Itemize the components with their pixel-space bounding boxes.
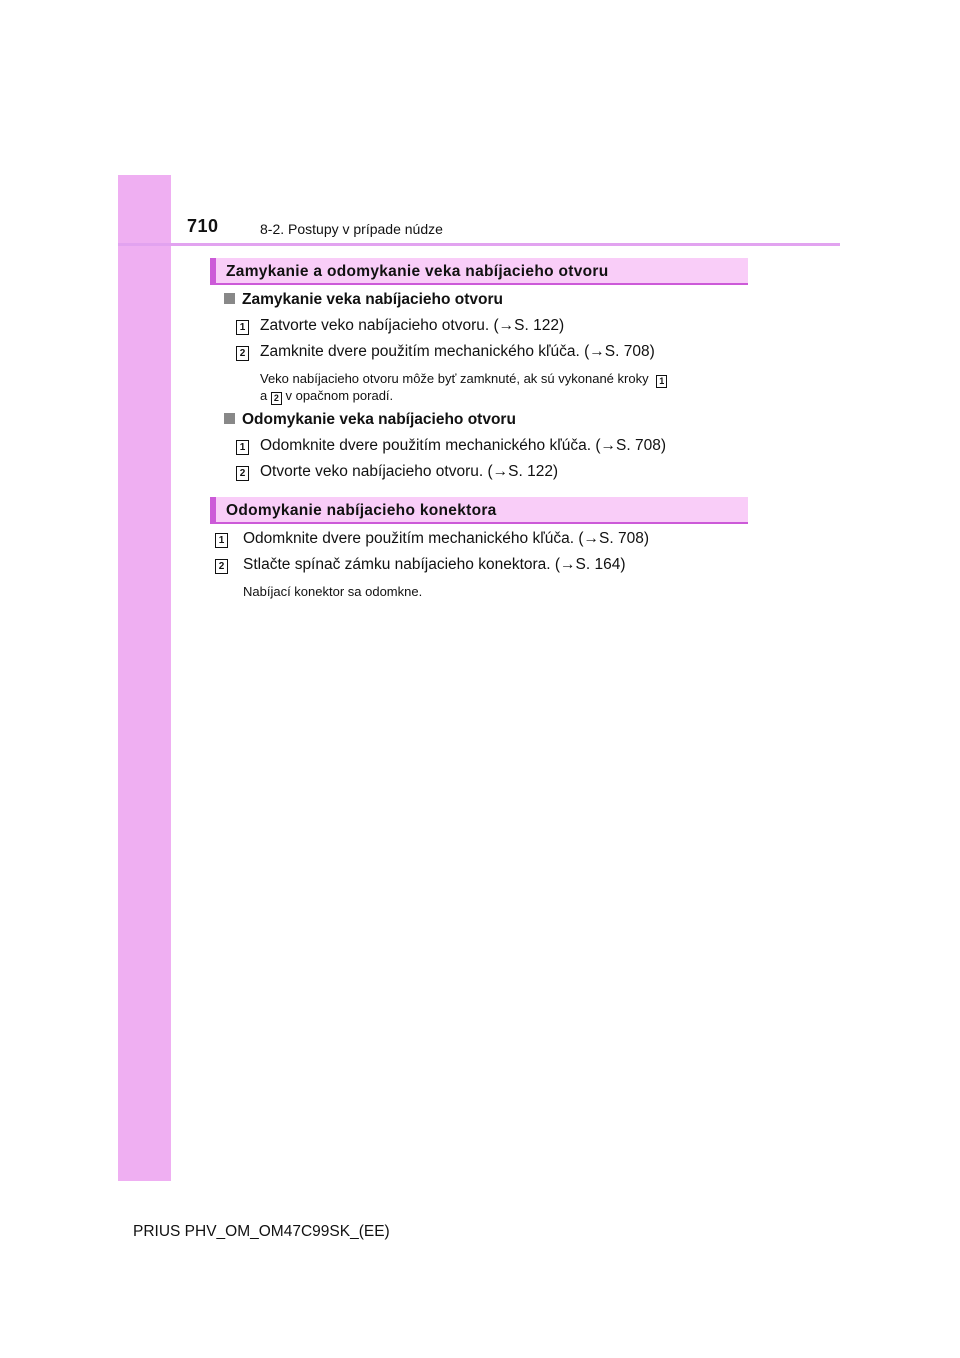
note-line [260, 371, 667, 388]
step-number-box: 2 [215, 559, 228, 574]
step-text: Otvorte veko nabíjacieho otvoru. (→S. 122) [260, 463, 559, 480]
section-header-charging-connector [210, 497, 748, 524]
chapter-sidebar-tab [118, 175, 171, 1181]
header-divider [118, 243, 840, 246]
step-text: Zatvorte veko nabíjacieho otvoru. (→S. 122) [260, 317, 565, 334]
step-number-box: 1 [215, 533, 228, 548]
subheading-label: Zamykanie veka nabíjacieho otvoru [242, 291, 504, 308]
note-text: Nabíjací konektor sa odomkne. [243, 584, 423, 599]
subheading-lock-lid [224, 291, 503, 309]
step-ref-box: 2 [271, 392, 282, 405]
page-number: 710 [187, 216, 219, 236]
step-number-box: 1 [236, 440, 249, 455]
step-ref-box: 1 [656, 375, 667, 388]
subheading-unlock-lid [224, 411, 516, 429]
section-header-charging-lid [210, 258, 748, 285]
note-text: v opačnom poradí. [285, 388, 394, 403]
step-text: Zamknite dvere použitím mechanického kľúča. (→S. 708) [260, 343, 655, 360]
subheading-label: Odomykanie veka nabíjacieho otvoru [242, 411, 516, 428]
note-line [260, 388, 393, 405]
step-number-box: 1 [236, 320, 249, 335]
step-number-box: 2 [236, 466, 249, 481]
note-text: Veko nabíjacieho otvoru môže byť zamknuté, ak sú vykonané kroky [260, 371, 649, 386]
square-bullet-icon [224, 413, 235, 424]
note-text: a [260, 388, 268, 403]
section-title: Odomykanie nabíjacieho konektora [226, 502, 497, 519]
step-text: Odomknite dvere použitím mechanického kľúča. (→S. 708) [243, 530, 649, 547]
step-text: Stlačte spínač zámku nabíjacieho konektora. (→S. 164) [243, 556, 626, 573]
document-footer-code: PRIUS PHV_OM_OM47C99SK_(EE) [133, 1223, 390, 1240]
chapter-title: 8-2. Postupy v prípade núdze [260, 221, 443, 237]
section-title: Zamykanie a odomykanie veka nabíjacieho otvoru [226, 263, 609, 280]
step-number-box: 2 [236, 346, 249, 361]
step-text: Odomknite dvere použitím mechanického kľúča. (→S. 708) [260, 437, 666, 454]
square-bullet-icon [224, 293, 235, 304]
